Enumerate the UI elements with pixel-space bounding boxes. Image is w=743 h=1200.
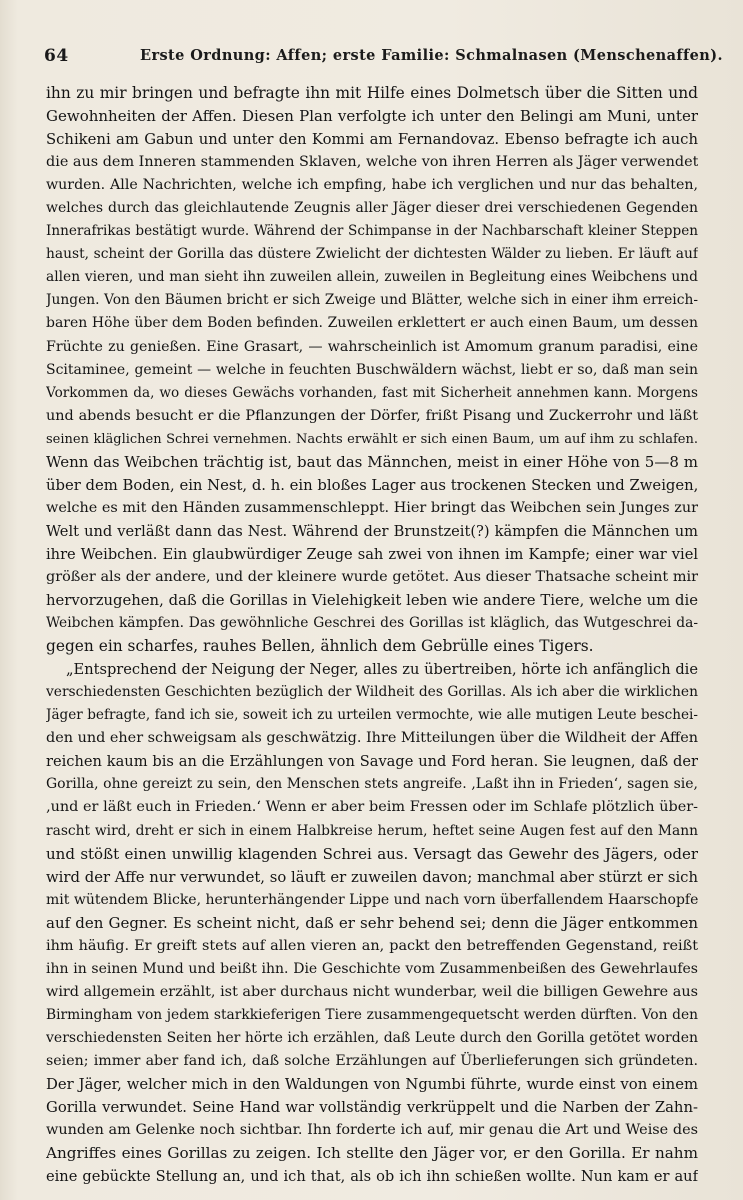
text-line: eine gebückte Stellung an, und ich that, als ob ich ihn schießen wollte. Nun kam er auf	[46, 1168, 698, 1186]
text-line: ‚und er läßt euch in Frieden.‘ Wenn er aber beim Fressen oder im Schlafe plötzlich über-	[46, 799, 698, 816]
text-line: verschiedensten Geschichten bezüglich der Wildheit des Gorillas. Als ich aber die wirklichen	[46, 684, 698, 701]
text-line: Wenn das Weibchen trächtig ist, baut das Männchen, meist in einer Höhe von 5—8 m	[46, 452, 698, 471]
text-line: auf den Gegner. Es scheint nicht, daß er sehr behend sei; denn die Jäger entkommen	[46, 913, 698, 932]
text-line: Welt und verläßt dann das Nest. Während der Brunstzeit(?) kämpfen die Männchen um	[46, 522, 698, 540]
text-line: welche es mit den Händen zusammenschleppt. Hier bringt das Weibchen sein Junges zur	[46, 499, 698, 516]
text-line: Angriffes eines Gorillas zu zeigen. Ich stellte den Jäger vor, er den Gorilla. Er nahm	[46, 1144, 698, 1163]
text-line: welches durch das gleichlautende Zeugnis aller Jäger dieser drei verschiedenen Gegenden	[46, 200, 698, 217]
text-line: ihre Weibchen. Ein glaubwürdiger Zeuge sah zwei von ihnen im Kampfe; einer war viel	[46, 545, 698, 563]
body-text	[46, 82, 698, 1188]
text-line: allen vieren, und man sieht ihn zuweilen allein, zuweilen in Begleitung eines Weibchens und	[46, 269, 698, 286]
text-line: Scitaminee, gemeint — welche in feuchten Buschwäldern wächst, liebt er so, daß man sein	[46, 361, 698, 378]
text-line: Jungen. Von den Bäumen bricht er sich Zweige und Blätter, welche sich in einer ihm erreich-	[46, 292, 698, 309]
text-line: den und eher schweigsam als geschwätzig. Ihre Mitteilungen über die Wildheit der Affen	[46, 730, 698, 747]
text-line: Innerafrikas bestätigt wurde. Während der Schimpanse in der Nachbarschaft kleiner Steppen	[46, 223, 698, 240]
text-line: mit wütendem Blicke, herunterhängender Lippe und nach vorn überfallendem Haarschopfe	[46, 891, 698, 908]
text-line: baren Höhe über dem Boden befinden. Zuweilen erklettert er auch einen Baum, um dessen	[46, 315, 698, 332]
page-header	[44, 46, 723, 70]
text-line: haust, scheint der Gorilla das düstere Zwielicht der dichtesten Wälder zu lieben. Er läuft auf	[46, 246, 698, 263]
text-line: Birmingham von jedem starkkieferigen Tiere zusammengequetscht werden dürften. Von den	[46, 1006, 698, 1023]
text-line: und abends besucht er die Pflanzungen der Dörfer, frißt Pisang und Zuckerrohr und läßt	[46, 407, 698, 424]
text-line: Gorilla, ohne gereizt zu sein, den Menschen stets angreife. ‚Laßt ihn in Frieden‘, sagen sie,	[46, 776, 698, 793]
text-line: Früchte zu genießen. Eine Grasart, — wahrscheinlich ist Amomum granum paradisi, eine	[46, 338, 698, 355]
text-line: ihn in seinen Mund und beißt ihn. Die Geschichte vom Zusammenbeißen des Gewehrlaufes	[46, 960, 698, 977]
text-line: Weibchen kämpfen. Das gewöhnliche Geschrei des Gorillas ist kläglich, das Wutgeschrei da-	[46, 615, 698, 632]
text-line: verschiedensten Seiten her hörte ich erzählen, daß Leute durch den Gorilla getötet worden	[46, 1029, 698, 1046]
text-line: Gewohnheiten der Affen. Diesen Plan verfolgte ich unter den Belingi am Muni, unter	[46, 107, 698, 126]
text-line: Der Jäger, welcher mich in den Waldungen von Ngumbi führte, wurde einst von einem	[46, 1076, 698, 1094]
text-line: wurden. Alle Nachrichten, welche ich empfing, habe ich verglichen und nur das behalten,	[46, 177, 698, 194]
text-line: Gorilla verwundet. Seine Hand war vollständig verkrüppelt und die Narben der Zahn-	[46, 1099, 698, 1117]
text-line: größer als der andere, und der kleinere wurde getötet. Aus dieser Thatsache scheint mir	[46, 568, 698, 585]
text-line: wunden am Gelenke noch sichtbar. Ihn forderte ich auf, mir genau die Art und Weise des	[46, 1122, 698, 1139]
text-line: ihn zu mir bringen und befragte ihn mit Hilfe eines Dolmetsch über die Sitten und	[46, 84, 698, 102]
text-line: seien; immer aber fand ich, daß solche Erzählungen auf Überlieferungen sich gründeten.	[46, 1052, 698, 1069]
text-line: hervorzugehen, daß die Gorillas in Vielehigkeit leben wie andere Tiere, welche um die	[46, 592, 698, 610]
text-line: wird der Affe nur verwundet, so läuft er zuweilen davon; manchmal aber stürzt er sich	[46, 868, 698, 886]
text-line: Vorkommen da, wo dieses Gewächs vorhanden, fast mit Sicherheit annehmen kann. Morgens	[46, 384, 698, 401]
text-line: gegen ein scharfes, rauhes Bellen, ähnlich dem Gebrülle eines Tigers.	[46, 637, 594, 656]
text-line: „Entsprechend der Neigung der Neger, alles zu übertreiben, hörte ich anfänglich die	[66, 661, 698, 679]
text-line: die aus dem Inneren stammenden Sklaven, welche von ihren Herren als Jäger verwendet	[46, 154, 698, 171]
text-line: seinen kläglichen Schrei vernehmen. Nachts erwählt er sich einen Baum, um auf ihm zu schlafen.	[46, 431, 698, 447]
text-line: und stößt einen unwillig klagenden Schrei aus. Versagt das Gewehr des Jägers, oder	[46, 844, 698, 863]
text-line: reichen kaum bis an die Erzählungen von Savage und Ford heran. Sie leugnen, daß der	[46, 753, 698, 771]
text-line: rascht wird, dreht er sich in einem Halbkreise herum, heftet seine Augen fest auf den Mann	[46, 822, 698, 839]
text-line: über dem Boden, ein Nest, d. h. ein bloßes Lager aus trockenen Stecken und Zweigen,	[46, 476, 698, 494]
running-head: Erste Ordnung: Affen; erste Familie: Schmalnasen (Menschenaffen).	[140, 47, 723, 64]
text-line: wird allgemein erzählt, ist aber durchaus nicht wunderbar, weil die billigen Gewehre aus	[46, 983, 698, 1000]
text-line: ihm häufig. Er greift stets auf allen vieren an, packt den betreffenden Gegenstand, reißt	[46, 937, 698, 954]
page-number: 64	[44, 46, 69, 66]
text-line: Jäger befragte, fand ich sie, soweit ich zu urteilen vermochte, wie alle mutigen Leute beschei-	[46, 707, 698, 724]
text-line: Schikeni am Gabun und unter den Kommi am Fernandovaz. Ebenso befragte ich auch	[46, 131, 698, 149]
